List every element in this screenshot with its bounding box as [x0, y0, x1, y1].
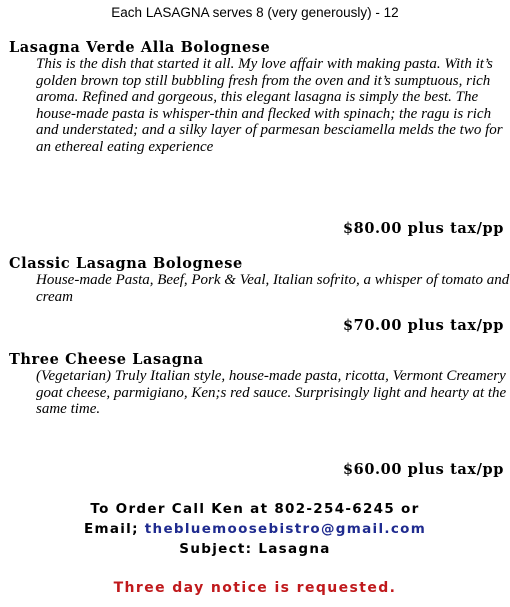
item-description: This is the dish that started it all. My love affair with making pasta. With it’s golden brown top still bubbling fresh from the oven and it’s sumptuous, rich aroma. Refined and gorgeous, this elegant lasagna is simply the best. The house-made pasta is whisper-thin and flecked with spinach; the ragu is rich and understated; and a silky layer of parmesan besciamella melds the two for an ethereal eating experience: [36, 56, 503, 155]
notice-text: Three day notice is requested.: [113, 580, 397, 596]
item-price: $60.00 plus tax/pp: [342, 461, 504, 478]
item-price: $70.00 plus tax/pp: [342, 317, 504, 334]
item-description: (Vegetarian) Truly Italian style, house-made pasta, ricotta, Vermont Creamery goat cheese, parmigiano, Ken;s red sauce. Surprisingly light and hearty at the same time.: [36, 368, 507, 417]
email-link[interactable]: thebluemoosebistro@gmail.com: [144, 521, 427, 537]
order-subject: Subject: Lasagna: [179, 541, 331, 557]
serving-note: Each LASAGNA serves 8 (very generously) - 12: [111, 5, 399, 20]
menu-item-classic: [9, 255, 510, 305]
order-email-line: [0, 519, 510, 539]
item-price: $80.00 plus tax/pp: [342, 220, 504, 237]
order-call-line: To Order Call Ken at 802-254-6245 or: [90, 501, 420, 517]
item-name: Classic Lasagna Bolognese: [9, 255, 243, 272]
order-info: [0, 499, 510, 559]
menu-item-verde: [9, 39, 504, 155]
item-description: House-made Pasta, Beef, Pork & Veal, Italian sofrito, a whisper of tomato and cream: [36, 272, 510, 305]
item-name: Three Cheese Lasagna: [9, 351, 204, 368]
email-label: Email;: [83, 521, 139, 537]
item-name: Lasagna Verde Alla Bolognese: [9, 39, 271, 56]
menu-item-three-cheese: [9, 351, 507, 418]
